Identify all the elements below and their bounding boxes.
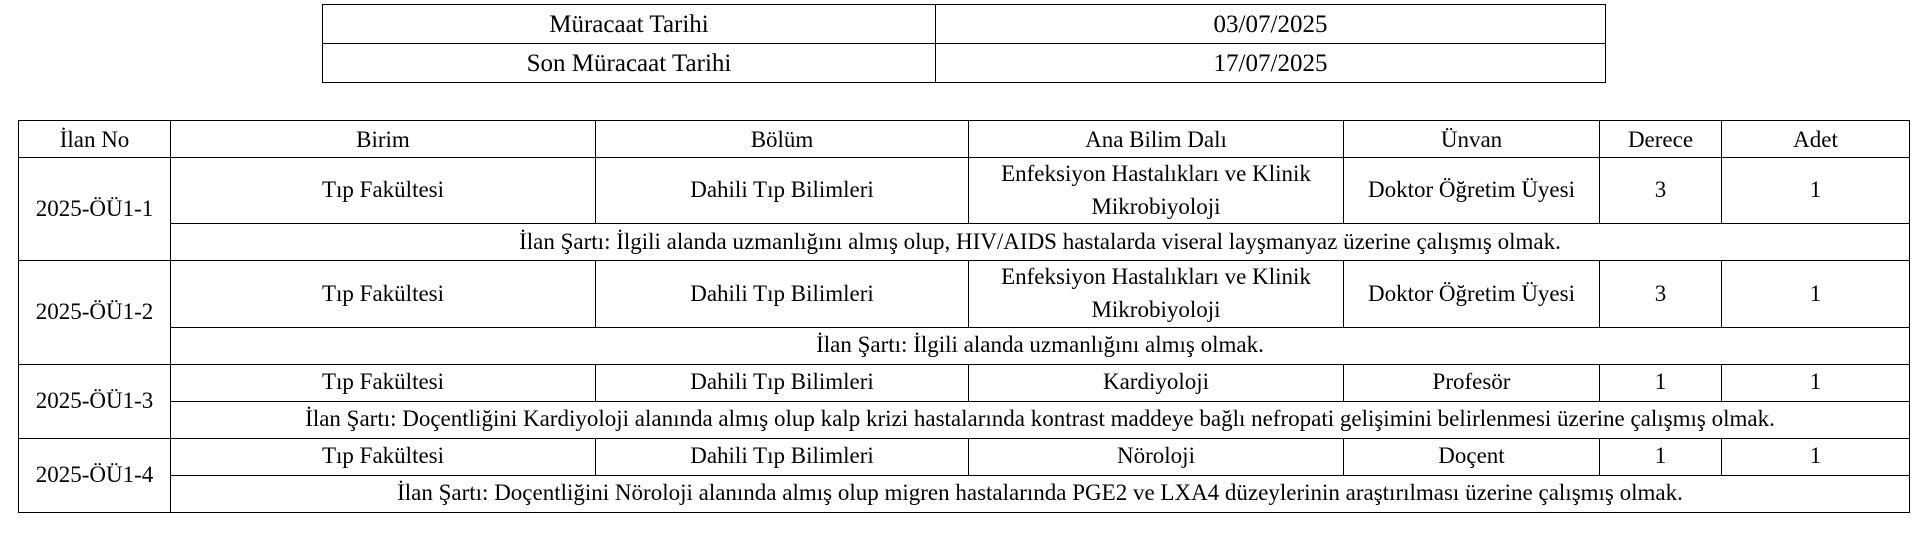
ana-bilim-dali-cell: Enfeksiyon Hastalıkları ve Klinik Mikrobiyoloji <box>969 158 1344 224</box>
ilan-sarti-cell: İlan Şartı: Doçentliğini Kardiyoloji alanında almış olup kalp krizi hastalarında kontrast maddeye bağlı nefropati gelişimini belirlenmesi üzerine çalışmış olmak. <box>171 401 1910 438</box>
ana-bilim-dali-cell: Enfeksiyon Hastalıkları ve Klinik Mikrobiyoloji <box>969 261 1344 327</box>
application-date-label: Müracaat Tarihi <box>323 5 936 44</box>
job-listings-table <box>18 120 1910 513</box>
table-row <box>19 261 1910 327</box>
ilan-sarti-cell: İlan Şartı: Doçentliğini Nöroloji alanında almış olup migren hastalarında PGE2 ve LXA4 düzeylerinin araştırılması üzerine çalışmış olmak. <box>171 475 1910 512</box>
header-ana-bilim-dali: Ana Bilim Dalı <box>969 121 1344 158</box>
application-dates-table <box>322 4 1606 83</box>
ilan-sarti-cell: İlan Şartı: İlgili alanda uzmanlığını almış olup, HIV/AIDS hastalarda viseral layşmanyaz üzerine çalışmış olmak. <box>171 224 1910 261</box>
bolum-cell: Dahili Tıp Bilimleri <box>596 261 969 327</box>
condition-row <box>19 401 1910 438</box>
deadline-date-value: 17/07/2025 <box>936 44 1606 83</box>
unvan-cell: Doktor Öğretim Üyesi <box>1344 158 1600 224</box>
ilan-sarti-cell: İlan Şartı: İlgili alanda uzmanlığını almış olmak. <box>171 327 1910 364</box>
header-ilan-no: İlan No <box>19 121 171 158</box>
unvan-cell: Doçent <box>1344 438 1600 475</box>
ilan-no-cell: 2025-ÖÜ1-1 <box>19 158 171 261</box>
ana-bilim-dali-cell: Nöroloji <box>969 438 1344 475</box>
application-date-row <box>323 5 1606 44</box>
application-date-value: 03/07/2025 <box>936 5 1606 44</box>
ilan-no-cell: 2025-ÖÜ1-4 <box>19 438 171 512</box>
header-bolum: Bölüm <box>596 121 969 158</box>
deadline-date-label: Son Müracaat Tarihi <box>323 44 936 83</box>
derece-cell: 3 <box>1600 158 1722 224</box>
bolum-cell: Dahili Tıp Bilimleri <box>596 438 969 475</box>
bolum-cell: Dahili Tıp Bilimleri <box>596 364 969 401</box>
header-adet: Adet <box>1722 121 1910 158</box>
table-row <box>19 158 1910 224</box>
adet-cell: 1 <box>1722 261 1910 327</box>
header-birim: Birim <box>171 121 596 158</box>
table-row <box>19 364 1910 401</box>
derece-cell: 1 <box>1600 438 1722 475</box>
bolum-cell: Dahili Tıp Bilimleri <box>596 158 969 224</box>
table-header-row <box>19 121 1910 158</box>
birim-cell: Tıp Fakültesi <box>171 364 596 401</box>
unvan-cell: Doktor Öğretim Üyesi <box>1344 261 1600 327</box>
condition-row <box>19 224 1910 261</box>
deadline-date-row <box>323 44 1606 83</box>
birim-cell: Tıp Fakültesi <box>171 261 596 327</box>
derece-cell: 1 <box>1600 364 1722 401</box>
adet-cell: 1 <box>1722 438 1910 475</box>
adet-cell: 1 <box>1722 364 1910 401</box>
derece-cell: 3 <box>1600 261 1722 327</box>
ana-bilim-dali-cell: Kardiyoloji <box>969 364 1344 401</box>
adet-cell: 1 <box>1722 158 1910 224</box>
birim-cell: Tıp Fakültesi <box>171 158 596 224</box>
table-row <box>19 438 1910 475</box>
ilan-no-cell: 2025-ÖÜ1-3 <box>19 364 171 438</box>
birim-cell: Tıp Fakültesi <box>171 438 596 475</box>
ilan-no-cell: 2025-ÖÜ1-2 <box>19 261 171 364</box>
unvan-cell: Profesör <box>1344 364 1600 401</box>
condition-row <box>19 327 1910 364</box>
header-unvan: Ünvan <box>1344 121 1600 158</box>
header-derece: Derece <box>1600 121 1722 158</box>
condition-row <box>19 475 1910 512</box>
